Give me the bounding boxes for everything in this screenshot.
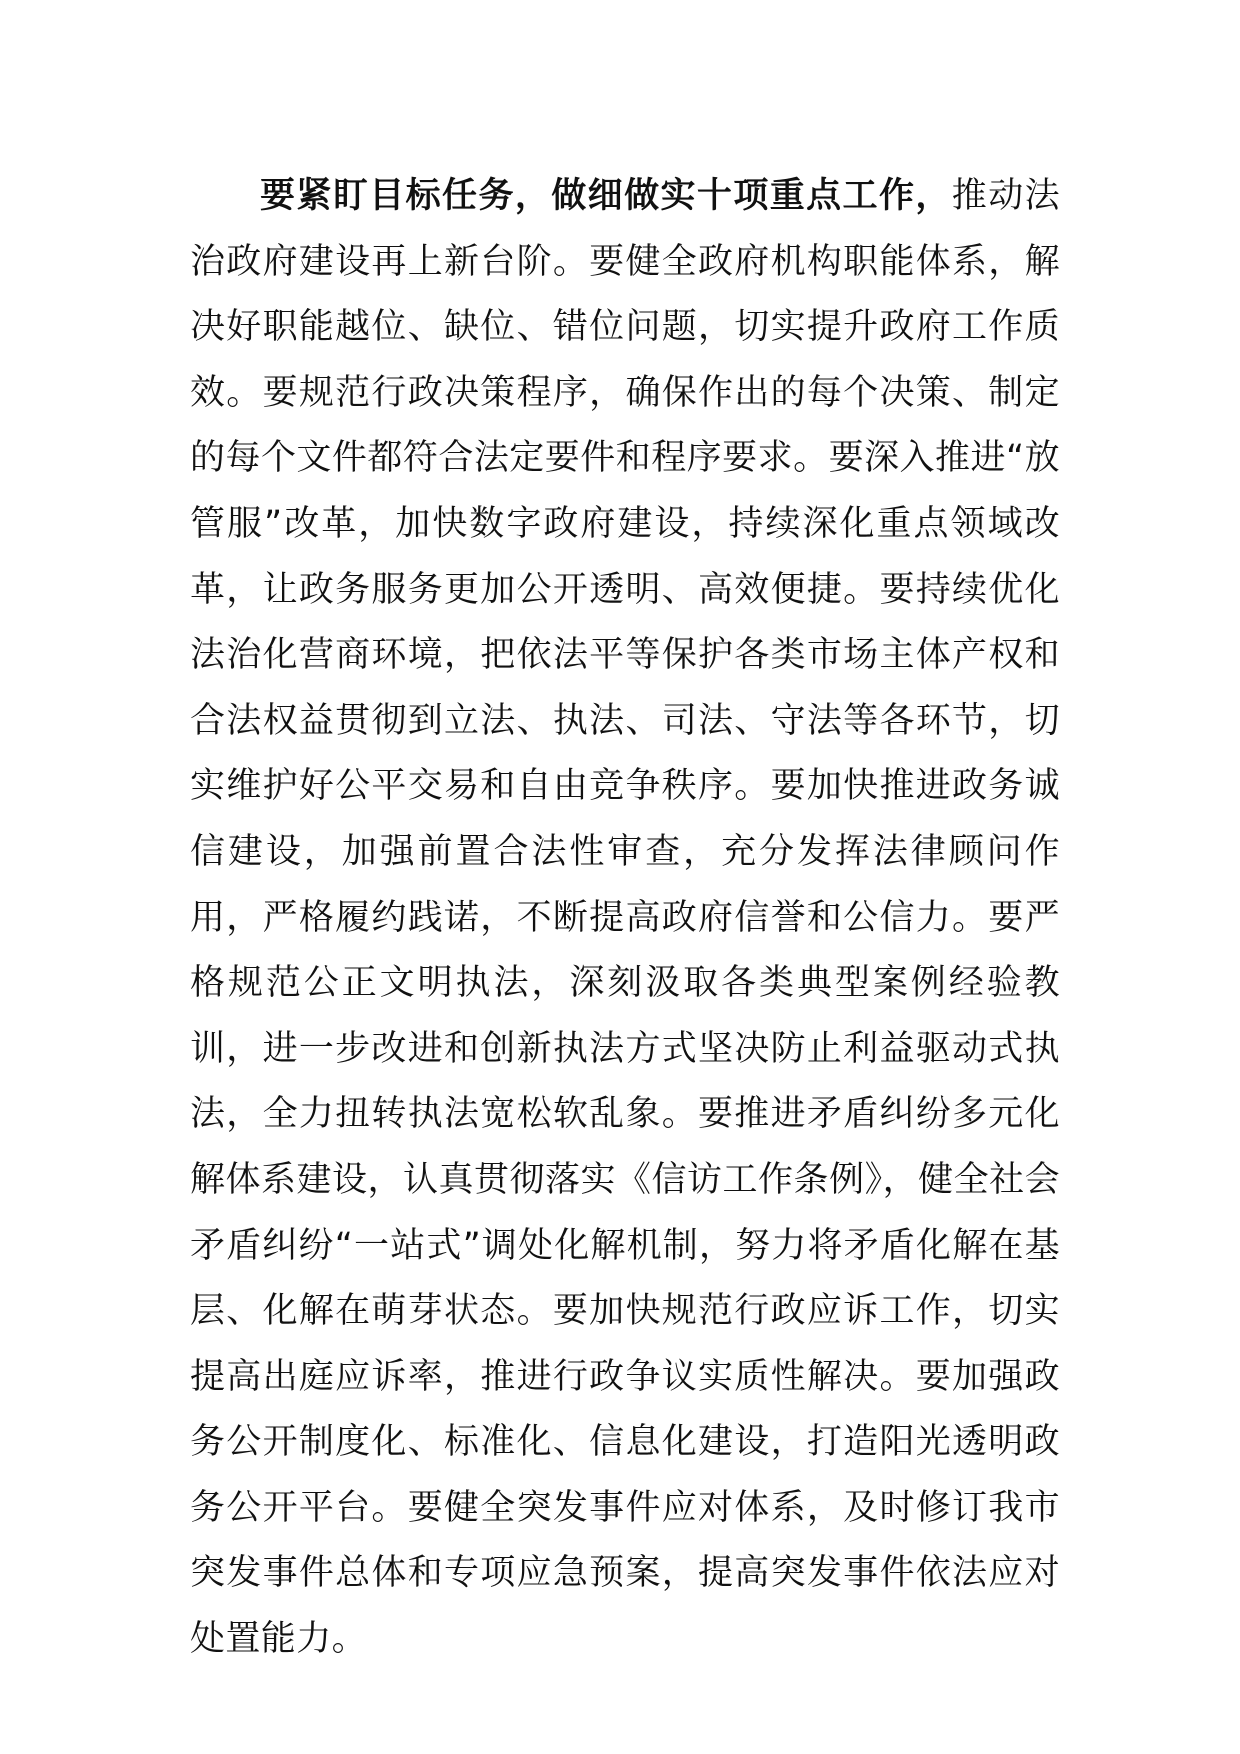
body-paragraph [190,164,1060,1673]
paragraph-lead-bold: 要紧盯目标任务，做细做实十项重点工作， [260,176,952,216]
paragraph-body-text: 推动法治政府建设再上新台阶。要健全政府机构职能体系，解决好职能越位、缺位、错位问题，切实提升政府工作质效。要规范行政决策程序，确保作出的每个决策、制定的每个文件都符合法定要件和程序要求。要深入推进“放管服”改革，加快数字政府建设，持续深化重点领域改革，让政务服务更加公开透明、高效便捷。要持续优化法治化营商环境，把依法平等保护各类市场主体产权和合法权益贯彻到立法、执法、司法、守法等各环节，切实维护好公平交易和自由竞争秩序。要加快推进政务诚信建设，加强前置合法性审查，充分发挥法律顾问作用，严格履约践诺，不断提高政府信誉和公信力。要严格规范公正文明执法，深刻汲取各类典型案例经验教训，进一步改进和创新执法方式坚决防止利益驱动式执法，全力扭转执法宽松软乱象。要推进矛盾纠纷多元化解体系建设，认真贯彻落实《信访工作条例》，健全社会矛盾纠纷“一站式”调处化解机制，努力将矛盾化解在基层、化解在萌芽状态。要加快规范行政应诉工作，切实提高出庭应诉率，推进行政争议实质性解决。要加强政务公开制度化、标准化、信息化建设，打造阳光透明政务公开平台。要健全突发事件应对体系，及时修订我市突发事件总体和专项应急预案，提高突发事件依法应对处置能力。 [190,176,1060,1660]
